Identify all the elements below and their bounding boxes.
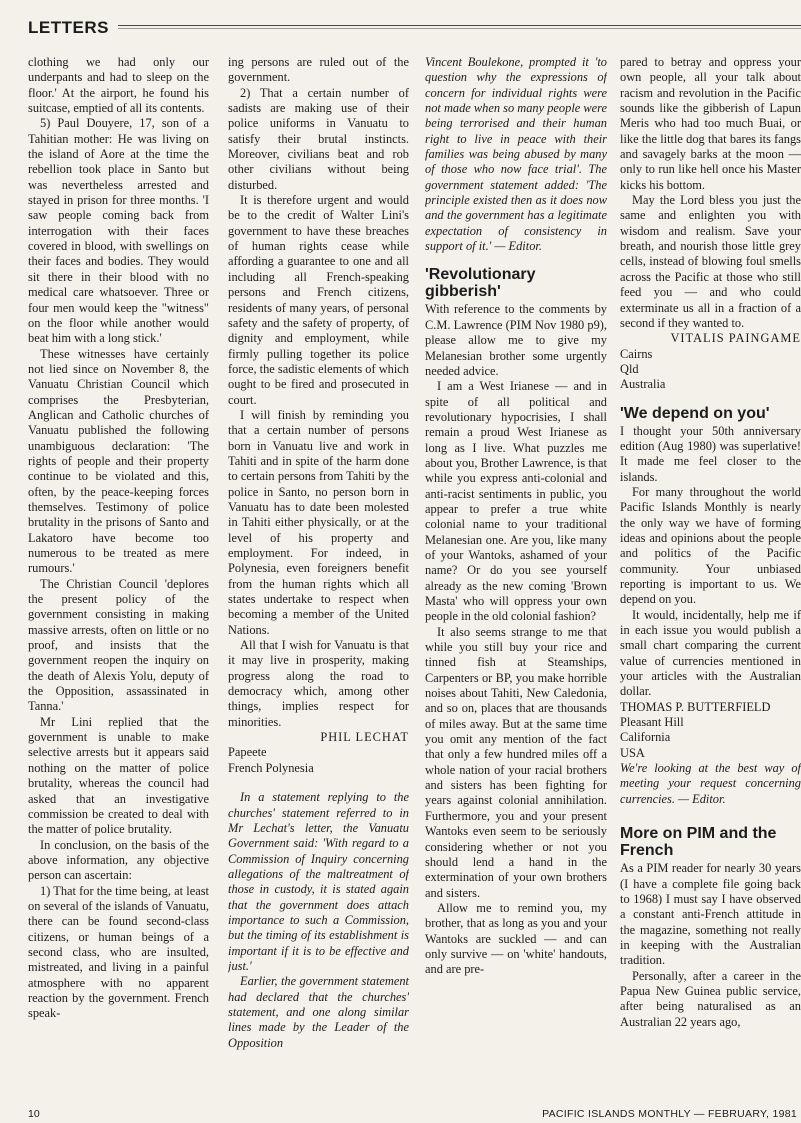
paragraph: clothing we had only our underpants and had to sleep on the floor.' At the airport, he found his suitcase, emptied of all its contents. xyxy=(28,55,209,116)
letter-address: Cairns xyxy=(620,346,653,361)
paragraph: Mr Lini replied that the government is unable to make selective arrests but it appears said nothing on the matter of police brutality, whereas the council had asked that an investigative commission be created to deal with the matter of police brutality. xyxy=(28,714,209,837)
column-2 xyxy=(228,55,409,1090)
paragraph: May the Lord bless you just the same and enlighten you with wisdom and realism. Save your breath, and nourish those little grey cells, instead of blowing foul smells across the Pacific at those who still feed you — and who could exterminate us all in a fraction of a second if they wanted to. xyxy=(620,193,801,330)
spacer xyxy=(425,254,607,262)
column-4 xyxy=(620,55,801,1090)
editor-note: Earlier, the government statement had declared that the churches' statement, and one along similar lines made by the Leader of the Opposition xyxy=(228,974,409,1050)
paragraph: Allow me to remind you, my brother, that as long as you and your Wantoks are suckled — and can only survive — on 'white' handouts, and are pre- xyxy=(425,900,607,977)
letter-address: Qld xyxy=(620,361,639,376)
paragraph: All that I wish for Vanuatu is that it may live in prosperity, making progress along the road to democracy which, among other things, implies respect for minorities. xyxy=(228,638,409,729)
editor-note: Vincent Boulekone, prompted it 'to question why the expressions of concern for individual rights were not made when so many people were being terrorised and their human right to live in peace with their families was being abused by many of those who now face trial'. The government statement added: 'The principle existed then as it does now and the government has a legitimate expectation of consistency in support of it.' — Editor. xyxy=(425,55,607,254)
header-rule-thin xyxy=(118,28,801,29)
paragraph: 1) That for the time being, at least on several of the islands of Vanuatu, there can be found second-class citizens, or human beings of a second class, who are insulted, mistreated, and living in a painful atmosphere with no apparent reaction by the government. French speak- xyxy=(28,883,209,1021)
paragraph: With reference to the comments by C.M. Lawrence (PIM Nov 1980 p9), please allow me to give my Melanesian brother some urgently needed advice. xyxy=(425,302,607,378)
paragraph: These witnesses have certainly not lied since on November 8, the Vanuatu Christian Council which comprises the Presbyterian, Anglican and Catholic churches of Vanuatu published the following unambiguous declaration: 'The rights of people and their property continue to be violated and this, often, by the peace-keeping forces themselves. Testimony of police brutality in the prisons of Santo and Lakatoro have become too numerous to be treated as mere rumours.' xyxy=(28,346,209,576)
section-title: LETTERS xyxy=(28,18,109,37)
letter-address: USA xyxy=(620,745,645,760)
letter-address: Australia xyxy=(620,377,666,392)
header-rule xyxy=(118,25,801,26)
paragraph: ing persons are ruled out of the government. xyxy=(228,55,409,85)
page-header xyxy=(28,14,801,42)
editor-note: In a statement replying to the churches' statement referred to in Mr Lechat's letter, the Vanuatu Government said: 'With regard to a Commission of Inquiry concerning allegations of the maltreatment of those in custody, it is stated again that the government does attach importance to such a Commission, but the timing of its establishment is important if it is to be effective and just.' xyxy=(228,790,409,973)
letter-signature: THOMAS P. BUTTERFIELD xyxy=(620,699,771,714)
paragraph: Personally, after a career in the Papua New Guinea public service, after being naturalised as an Australian 22 years ago, xyxy=(620,968,801,1029)
letter-signature: PHIL LECHAT xyxy=(320,730,409,745)
paragraph: I thought your 50th anniversary edition (Aug 1980) was superlative! It made me feel closer to the islands. xyxy=(620,423,801,484)
column-1 xyxy=(28,55,209,1090)
letter-address: Papeete xyxy=(228,745,267,760)
paragraph: I am a West Irianese — and in spite of all political and revolutionary hypocrisies, I shall remain a proud West Irianese as long as I live. What puzzles me about you, Brother Lawrence, is that while you express anti-colonial and anti-racist sentiments in public, you appear to prefer a true white colonial name to your traditional Melanesian one. Are you, like many of your Wantoks, ashamed of your name? Or do you see yourself already as the new coming 'Brown Masta' who will oppress your own people in the old colonial fashion? xyxy=(425,379,607,624)
letter-address: Pleasant Hill xyxy=(620,715,684,730)
spacer xyxy=(620,807,801,821)
paragraph: 5) Paul Douyere, 17, son of a Tahitian mother: He was living on the island of Aore at the time the rebellion took place in Santo but was nevertheless arrested and stayed in prison for three months. 'I saw people coming back from interrogation with their faces covered in blood, with swellings on their faces and bodies. They would sit there in their blood with no medical care whatsoever. Three or four men would keep the "witness" on the floor while another would beat him with a long stick.' xyxy=(28,116,209,346)
editor-note: We're looking at the best way of meeting your request concerning currencies. — Editor. xyxy=(620,761,801,806)
paragraph: The Christian Council 'deplores the present policy of the government consisting in making massive arrests, often on little or no proof, and insists that the government reopen the inquiry on the death of Alexis Yolu, deputy of the Opposition, assassinated in Tanna.' xyxy=(28,576,209,714)
paragraph: 2) That a certain number of sadists are making use of their police uniforms in Vanuatu to satisfy their brutal instincts. Moreover, civilians beat and rob other civilians without being disturbed. xyxy=(228,85,409,192)
letter-address: French Polynesia xyxy=(228,760,314,775)
letter-address: California xyxy=(620,730,671,745)
spacer xyxy=(620,393,801,401)
column-3 xyxy=(425,55,607,1090)
paragraph: I will finish by reminding you that a certain number of persons born in Vanuatu live and work in Tahiti and in spite of the harm done to certain persons from Tahiti by the police in Santo, no person born in Vanuatu has to date been molested in Tahiti either physically, or at the level of his property and employment. For indeed, in Polynesia, even foreigners benefit from the human rights which all states undertake to respect when becoming a member of the United Nations. xyxy=(228,407,409,637)
paragraph: It is therefore urgent and would be to the credit of Walter Lini's government to have these breaches of human rights cease while affording a guarantee to one and all including all French-speaking persons and French citizens, residents of many years, of personal safety and the safety of property, of dignity and employment, while firmly pulling together its police force, the sadistic elements of which ought to be fired and prosecuted in court. xyxy=(228,193,409,407)
paragraph: For many throughout the world Pacific Islands Monthly is nearly the only way we have of forming ideas and opinions about the people and politics of the Pacific community. Your unbiased reporting is important to us. We depend on you. xyxy=(620,484,801,607)
letter-heading: 'We depend on you' xyxy=(620,404,770,422)
paragraph: It would, incidentally, help me if in each issue you would publish a small chart comparing the current value of currencies mentioned in your articles with the Australian dollar. xyxy=(620,607,801,699)
paragraph: In conclusion, on the basis of the above information, any objective person can ascertain: xyxy=(28,837,209,883)
spacer xyxy=(228,776,409,790)
paragraph: pared to betray and oppress your own people, all your talk about racism and revolution in the Pacific sounds like the gibberish of Lapun Meris who had too much Buai, or like the little dog that bares its fangs and savagely barks at the moon — only to run like hell once his Master kicks his bottom. xyxy=(620,55,801,192)
page-footer xyxy=(0,1108,801,1122)
paragraph: It also seems strange to me that while you still buy your rice and tinned fish at Steamships, Carpenters or BP, you make horrible noises about Tahiti, New Caledonia, and so on, places that are thousands of miles away. But at the same time you omit any mention of the fact that only a few hundred miles off a whole nation of your racial brothers and sisters has been fighting for years against colonial annihilation. Furthermore, you and your present Wantoks even seem to be seriously considering whether or not you should lend a hand in the extermination of your own brothers and sisters. xyxy=(425,624,607,900)
letter-heading: More on PIM and the French xyxy=(620,825,777,860)
letter-signature: VITALIS PAINGAME xyxy=(670,331,801,346)
publication-line: PACIFIC ISLANDS MONTHLY — FEBRUARY, 1981 xyxy=(542,1108,797,1120)
page-number: 10 xyxy=(28,1108,40,1120)
paragraph: As a PIM reader for nearly 30 years (I have a complete file going back to 1968) I must say I have observed a constant anti-French attitude in the magazine, something not really in keeping with the Australian tradition. xyxy=(620,861,801,968)
letter-heading: 'Revolutionary gibberish' xyxy=(425,266,536,301)
